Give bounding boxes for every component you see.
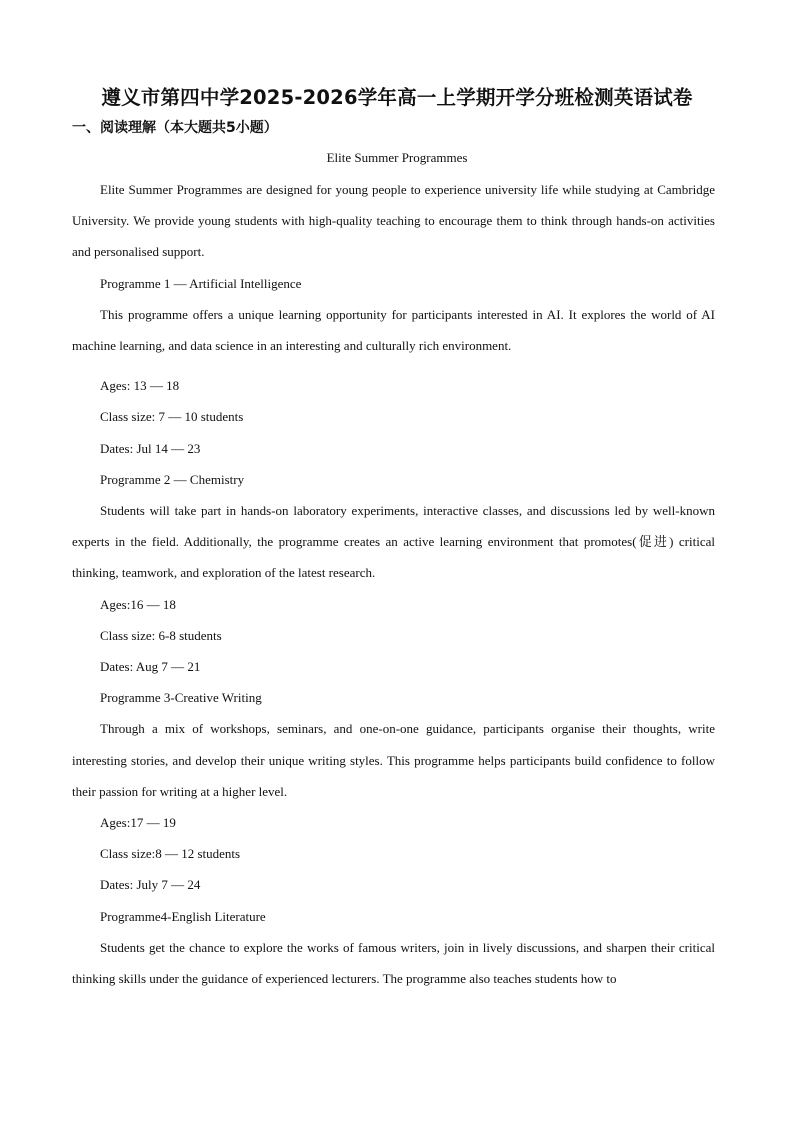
programme-4-heading: Programme4-English Literature xyxy=(100,908,266,924)
programme-2-ages: Ages:16 — 18 xyxy=(100,596,176,612)
section-heading: 一、阅读理解（本大题共5小题） xyxy=(72,120,278,136)
exam-title: 遵义市第四中学2025-2026学年高一上学期开学分班检测英语试卷 xyxy=(101,86,693,109)
programme-1-class-size: Class size: 7 — 10 students xyxy=(100,409,244,425)
programme-2-heading: Programme 2 — Chemistry xyxy=(100,471,245,487)
programme-3-class-size: Class size:8 — 12 students xyxy=(100,846,241,862)
programme-2-class-size: Class size: 6-8 students xyxy=(100,627,222,643)
programme-1-ages: Ages: 13 — 18 xyxy=(100,378,180,394)
programme-3-description: Through a mix of workshops, seminars, and one-on-one guidance, participants organise their thoughts, write interesting stories, and develop their unique writing styles. This programme helps participants build confidence to follow their passion for writing at a higher level. xyxy=(72,721,715,799)
passage-body xyxy=(72,174,715,994)
programme-1-description: This programme offers a unique learning opportunity for participants interested in AI. It explores the world of AI machine learning, and data science in an interesting and culturally rich environment. xyxy=(72,306,715,354)
programme-2-dates: Dates: Aug 7 — 21 xyxy=(100,659,201,675)
programme-4-description: Students get the chance to explore the works of famous writers, join in lively discussions, and sharpen their critical thinking skills under the guidance of experienced lecturers. The programme also teaches students how to xyxy=(72,939,715,987)
passage-title: Elite Summer Programmes xyxy=(326,150,468,165)
programme-3-dates: Dates: July 7 — 24 xyxy=(100,877,201,893)
programme-2-description: Students will take part in hands-on laboratory experiments, interactive classes, and discussions led by well-known experts in the field. Additionally, the programme creates an active learning environment that promotes(促进) critical thinking, teamwork, and exploration of the latest research. xyxy=(72,503,715,581)
programme-1-heading: Programme 1 — Artificial Intelligence xyxy=(100,275,302,291)
programme-3-ages: Ages:17 — 19 xyxy=(100,815,176,831)
intro-paragraph: Elite Summer Programmes are designed for young people to experience university life while studying at Cambridge University. We provide young students with high-quality teaching to encourage them to think through hands-on activities and personalised support. xyxy=(72,182,715,260)
programme-3-heading: Programme 3-Creative Writing xyxy=(100,690,262,706)
programme-1-dates: Dates: Jul 14 — 23 xyxy=(100,440,201,456)
